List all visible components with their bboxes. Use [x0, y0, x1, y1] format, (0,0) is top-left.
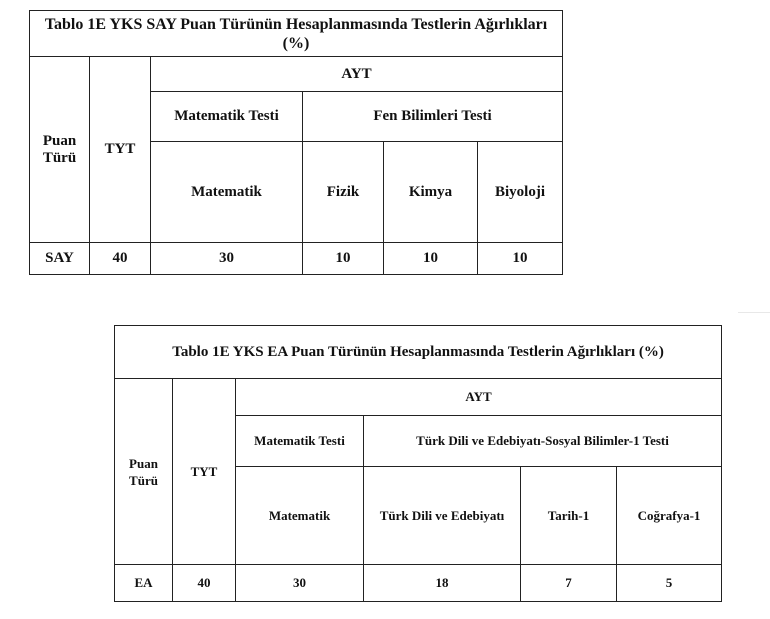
puan-turu-header: Puan Türü	[115, 379, 173, 565]
subject-header: Biyoloji	[478, 142, 563, 243]
subject-header: Türk Dili ve Edebiyatı	[364, 467, 521, 565]
matematik-testi-header: Matematik Testi	[151, 92, 303, 142]
table-row	[115, 565, 722, 602]
turk-dili-sosyal-testi-header: Türk Dili ve Edebiyatı-Sosyal Bilimler-1 Testi	[364, 416, 722, 467]
tyt-header: TYT	[173, 379, 236, 565]
subject-header: Fizik	[303, 142, 384, 243]
subject-header: Matematik	[151, 142, 303, 243]
say-weights-table	[29, 10, 563, 275]
ayt-header: AYT	[151, 57, 563, 92]
subject-header: Kimya	[384, 142, 478, 243]
cell-value: 10	[478, 243, 563, 275]
subject-header: Matematik	[236, 467, 364, 565]
subject-header: Tarih-1	[521, 467, 617, 565]
subject-header: Coğrafya-1	[617, 467, 722, 565]
table-row	[30, 243, 563, 275]
cell-value: 10	[303, 243, 384, 275]
cell-value: 18	[364, 565, 521, 602]
matematik-testi-header: Matematik Testi	[236, 416, 364, 467]
table-title: Tablo 1E YKS EA Puan Türünün Hesaplanmasında Testlerin Ağırlıkları (%)	[115, 326, 722, 379]
cell-value: 40	[90, 243, 151, 275]
puan-turu-header: Puan Türü	[30, 57, 90, 243]
cell-value: 10	[384, 243, 478, 275]
ayt-header: AYT	[236, 379, 722, 416]
cell-value: 30	[236, 565, 364, 602]
fen-bilimleri-testi-header: Fen Bilimleri Testi	[303, 92, 563, 142]
row-label: EA	[115, 565, 173, 602]
cell-value: 5	[617, 565, 722, 602]
cell-value: 7	[521, 565, 617, 602]
cell-value: 30	[151, 243, 303, 275]
table-title: Tablo 1E YKS SAY Puan Türünün Hesaplanmasında Testlerin Ağırlıkları (%)	[30, 11, 563, 57]
row-label: SAY	[30, 243, 90, 275]
ea-weights-table	[114, 325, 722, 602]
tyt-header: TYT	[90, 57, 151, 243]
cell-value: 40	[173, 565, 236, 602]
page-edge-line	[738, 312, 770, 313]
